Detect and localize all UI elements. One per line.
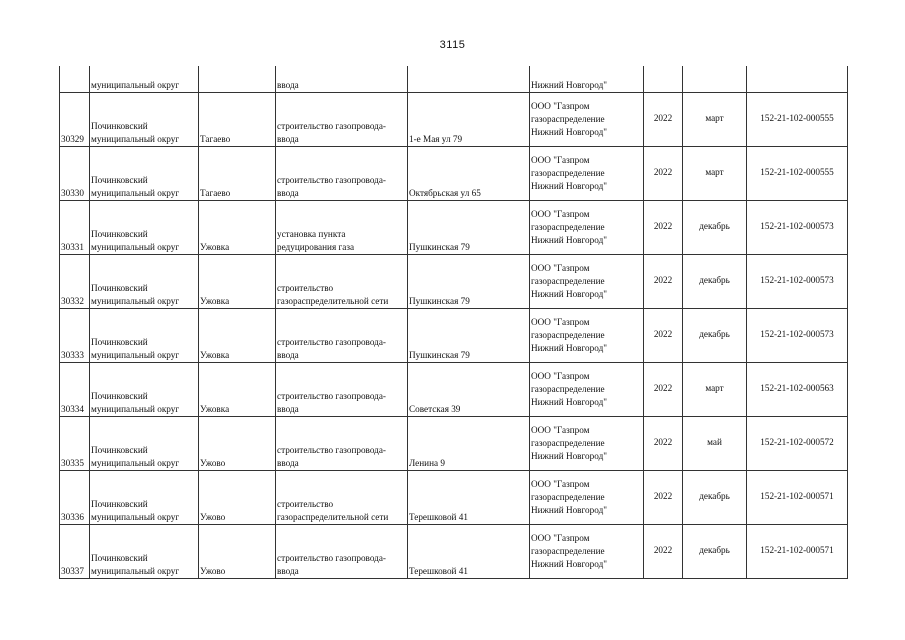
org-line1: ООО "Газпром	[531, 101, 590, 111]
cell-district	[90, 471, 199, 525]
month-text: март	[705, 113, 724, 123]
year-text: 2022	[653, 329, 673, 339]
year-text: 2022	[653, 113, 673, 123]
month-text: декабрь	[699, 275, 730, 285]
cell-work	[276, 201, 408, 255]
org-line3: Нижний Новгород"	[531, 505, 607, 515]
cell-year	[644, 147, 683, 201]
org-line1: ООО "Газпром	[531, 533, 590, 543]
work-text: ввода	[277, 80, 299, 90]
org-line1: ООО "Газпром	[531, 155, 590, 165]
cell-district	[90, 147, 199, 201]
cell-work	[276, 255, 408, 309]
org-text: Нижний Новгород"	[531, 80, 607, 90]
table-row	[60, 147, 848, 201]
org-line3: Нижний Новгород"	[531, 181, 607, 191]
cell-month	[683, 147, 747, 201]
org-line1: ООО "Газпром	[531, 209, 590, 219]
cell-settlement	[199, 201, 276, 255]
district-line2: муниципальный округ	[91, 458, 180, 468]
cell-work	[276, 363, 408, 417]
cell-code	[747, 525, 848, 579]
row-number: 30334	[61, 404, 84, 414]
cell-settlement	[199, 93, 276, 147]
work-line2: газораспределительной сети	[277, 296, 389, 306]
cell-year	[644, 201, 683, 255]
cell-work	[276, 471, 408, 525]
address-text: Пушкинская 79	[409, 350, 470, 360]
work-line1: строительство газопровода-	[277, 553, 386, 563]
district-line1: Починковский	[91, 229, 148, 239]
org-line2: газораспределение	[531, 330, 605, 340]
row-number: 30330	[61, 188, 84, 198]
cell-org	[530, 201, 644, 255]
cell-org	[530, 147, 644, 201]
cell-address	[408, 309, 530, 363]
work-line2: ввода	[277, 458, 299, 468]
org-line1: ООО "Газпром	[531, 317, 590, 327]
cell-org	[530, 93, 644, 147]
month-text: декабрь	[699, 221, 730, 231]
settlement-text: Ужовка	[200, 350, 230, 360]
table-row	[60, 309, 848, 363]
org-line3: Нижний Новгород"	[531, 397, 607, 407]
registry-table	[59, 66, 848, 579]
page-number: 3115	[439, 39, 466, 51]
table-row	[60, 93, 848, 147]
cell-district	[90, 66, 199, 93]
row-number: 30337	[61, 566, 84, 576]
table-row	[60, 201, 848, 255]
cell-code	[747, 201, 848, 255]
cell-code	[747, 93, 848, 147]
settlement-text: Тагаево	[200, 188, 231, 198]
address-text: 1-е Мая ул 79	[409, 134, 463, 144]
org-line2: газораспределение	[531, 222, 605, 232]
cell-month	[683, 309, 747, 363]
settlement-text: Ужовка	[200, 404, 230, 414]
cell-year	[644, 525, 683, 579]
cell-org	[530, 66, 644, 93]
cell-address	[408, 471, 530, 525]
address-text: Ленина 9	[409, 458, 445, 468]
cell-code	[747, 147, 848, 201]
district-line1: Починковский	[91, 121, 148, 131]
address-text: Терешковой 41	[409, 566, 468, 576]
address-text: Пушкинская 79	[409, 242, 470, 252]
cell-address	[408, 255, 530, 309]
org-line2: газораспределение	[531, 384, 605, 394]
cell-num	[60, 471, 90, 525]
table-row	[60, 255, 848, 309]
cell-org	[530, 417, 644, 471]
cell-address	[408, 525, 530, 579]
code-text: 152-21-102-000555	[760, 113, 834, 123]
cell-month	[683, 201, 747, 255]
row-number: 30335	[61, 458, 84, 468]
cell-org	[530, 309, 644, 363]
cell-code	[747, 417, 848, 471]
code-text: 152-21-102-000573	[760, 275, 834, 285]
org-line3: Нижний Новгород"	[531, 451, 607, 461]
cell-num	[60, 255, 90, 309]
row-number: 30331	[61, 242, 84, 252]
cell-num	[60, 525, 90, 579]
cell-month	[683, 66, 747, 93]
cell-address	[408, 66, 530, 93]
cell-work	[276, 93, 408, 147]
month-text: декабрь	[699, 491, 730, 501]
org-line3: Нижний Новгород"	[531, 289, 607, 299]
org-line3: Нижний Новгород"	[531, 343, 607, 353]
district-line2: муниципальный округ	[91, 188, 180, 198]
district-line1: Починковский	[91, 283, 148, 293]
settlement-text: Ужовка	[200, 242, 230, 252]
settlement-text: Тагаево	[200, 134, 231, 144]
settlement-text: Ужово	[200, 458, 226, 468]
cell-code	[747, 309, 848, 363]
cell-num	[60, 93, 90, 147]
code-text: 152-21-102-000573	[760, 329, 834, 339]
cell-month	[683, 93, 747, 147]
table-row	[60, 525, 848, 579]
cell-org	[530, 471, 644, 525]
table-row-continuation	[60, 66, 848, 93]
cell-month	[683, 525, 747, 579]
year-text: 2022	[653, 491, 673, 501]
cell-address	[408, 417, 530, 471]
cell-address	[408, 147, 530, 201]
cell-district	[90, 255, 199, 309]
cell-year	[644, 363, 683, 417]
settlement-text: Ужовка	[200, 296, 230, 306]
cell-year	[644, 93, 683, 147]
cell-settlement	[199, 309, 276, 363]
org-line3: Нижний Новгород"	[531, 127, 607, 137]
work-line1: строительство газопровода-	[277, 337, 386, 347]
work-line2: редуцирования газа	[277, 242, 355, 252]
cell-district	[90, 309, 199, 363]
cell-org	[530, 363, 644, 417]
cell-month	[683, 471, 747, 525]
org-line2: газораспределение	[531, 546, 605, 556]
cell-num	[60, 309, 90, 363]
cell-work	[276, 147, 408, 201]
org-line2: газораспределение	[531, 114, 605, 124]
cell-district	[90, 525, 199, 579]
code-text: 152-21-102-000563	[760, 383, 834, 393]
month-text: май	[707, 437, 722, 447]
work-line2: ввода	[277, 566, 299, 576]
work-line1: строительство газопровода-	[277, 175, 386, 185]
cell-work	[276, 309, 408, 363]
work-line2: ввода	[277, 350, 299, 360]
org-line3: Нижний Новгород"	[531, 559, 607, 569]
cell-address	[408, 363, 530, 417]
district-line2: муниципальный округ	[91, 134, 180, 144]
table-row	[60, 363, 848, 417]
district-line2: муниципальный округ	[91, 296, 180, 306]
org-line3: Нижний Новгород"	[531, 235, 607, 245]
cell-num	[60, 66, 90, 93]
cell-code	[747, 363, 848, 417]
cell-address	[408, 201, 530, 255]
cell-num	[60, 147, 90, 201]
year-text: 2022	[653, 437, 673, 447]
cell-work	[276, 66, 408, 93]
cell-work	[276, 417, 408, 471]
district-line2: муниципальный округ	[91, 404, 180, 414]
row-number: 30333	[61, 350, 84, 360]
cell-district	[90, 201, 199, 255]
org-line1: ООО "Газпром	[531, 479, 590, 489]
org-line2: газораспределение	[531, 276, 605, 286]
cell-month	[683, 363, 747, 417]
address-text: Октябрьская ул 65	[409, 188, 481, 198]
cell-district	[90, 417, 199, 471]
district-line2: муниципальный округ	[91, 242, 180, 252]
work-line1: строительство	[277, 283, 334, 293]
district-line1: Починковский	[91, 445, 148, 455]
row-number: 30336	[61, 512, 84, 522]
month-text: декабрь	[699, 545, 730, 555]
district-line1: Починковский	[91, 553, 148, 563]
cell-district	[90, 93, 199, 147]
cell-settlement	[199, 147, 276, 201]
table-row	[60, 471, 848, 525]
org-line2: газораспределение	[531, 492, 605, 502]
cell-year	[644, 66, 683, 93]
work-line2: ввода	[277, 404, 299, 414]
table-row	[60, 417, 848, 471]
cell-code	[747, 471, 848, 525]
cell-year	[644, 417, 683, 471]
district-line1: Починковский	[91, 175, 148, 185]
org-line2: газораспределение	[531, 168, 605, 178]
cell-org	[530, 255, 644, 309]
month-text: декабрь	[699, 329, 730, 339]
work-line1: строительство газопровода-	[277, 121, 386, 131]
cell-address	[408, 93, 530, 147]
address-text: Терешковой 41	[409, 512, 468, 522]
cell-settlement	[199, 471, 276, 525]
org-line2: газораспределение	[531, 438, 605, 448]
cell-month	[683, 255, 747, 309]
district-line1: Починковский	[91, 499, 148, 509]
cell-code	[747, 66, 848, 93]
district-line2: муниципальный округ	[91, 512, 180, 522]
work-line2: ввода	[277, 134, 299, 144]
org-line1: ООО "Газпром	[531, 425, 590, 435]
year-text: 2022	[653, 383, 673, 393]
district-text: муниципальный округ	[91, 80, 180, 90]
work-line1: строительство газопровода-	[277, 445, 386, 455]
year-text: 2022	[653, 545, 673, 555]
cell-num	[60, 201, 90, 255]
district-line1: Починковский	[91, 391, 148, 401]
cell-settlement	[199, 525, 276, 579]
district-line2: муниципальный округ	[91, 350, 180, 360]
district-line2: муниципальный округ	[91, 566, 180, 576]
cell-org	[530, 525, 644, 579]
month-text: март	[705, 167, 724, 177]
code-text: 152-21-102-000572	[760, 437, 834, 447]
org-line1: ООО "Газпром	[531, 371, 590, 381]
cell-code	[747, 255, 848, 309]
code-text: 152-21-102-000571	[760, 545, 834, 555]
cell-settlement	[199, 255, 276, 309]
settlement-text: Ужово	[200, 566, 226, 576]
year-text: 2022	[653, 167, 673, 177]
cell-settlement	[199, 417, 276, 471]
cell-year	[644, 471, 683, 525]
month-text: март	[705, 383, 724, 393]
cell-work	[276, 525, 408, 579]
cell-district	[90, 363, 199, 417]
cell-settlement	[199, 363, 276, 417]
work-line1: строительство	[277, 499, 334, 509]
address-text: Советская 39	[409, 404, 461, 414]
year-text: 2022	[653, 221, 673, 231]
address-text: Пушкинская 79	[409, 296, 470, 306]
settlement-text: Ужово	[200, 512, 226, 522]
org-line1: ООО "Газпром	[531, 263, 590, 273]
row-number: 30329	[61, 134, 84, 144]
cell-num	[60, 417, 90, 471]
work-line1: строительство газопровода-	[277, 391, 386, 401]
year-text: 2022	[653, 275, 673, 285]
cell-year	[644, 255, 683, 309]
district-line1: Починковский	[91, 337, 148, 347]
work-line2: газораспределительной сети	[277, 512, 389, 522]
cell-settlement	[199, 66, 276, 93]
cell-year	[644, 309, 683, 363]
row-number: 30332	[61, 296, 84, 306]
cell-num	[60, 363, 90, 417]
work-line2: ввода	[277, 188, 299, 198]
code-text: 152-21-102-000555	[760, 167, 834, 177]
cell-month	[683, 417, 747, 471]
code-text: 152-21-102-000573	[760, 221, 834, 231]
work-line1: установка пункта	[277, 229, 346, 239]
code-text: 152-21-102-000571	[760, 491, 834, 501]
